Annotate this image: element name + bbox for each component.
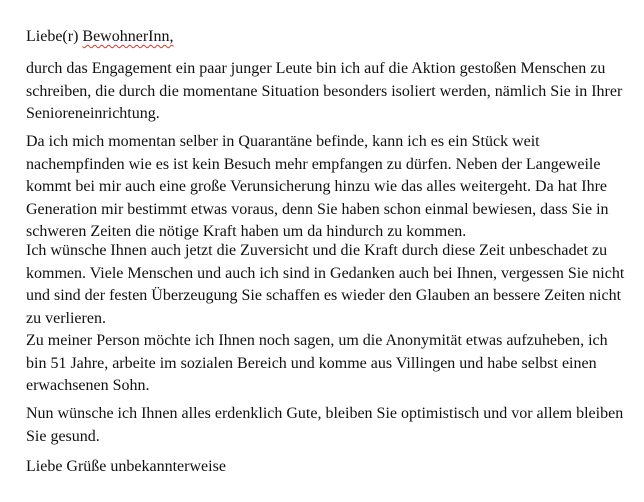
paragraph-line: bin 51 Jahre, arbeite im sozialen Bereich und komme aus Villingen und habe selbst einen (26, 354, 597, 372)
closing-line: Liebe Grüße unbekannterweise (26, 458, 226, 475)
paragraph-line: Sie gesund. (26, 427, 100, 445)
paragraph-line: Ich wünsche Ihnen auch jetzt die Zuversicht und die Kraft durch diese Zeit unbeschadet zu (26, 242, 608, 259)
paragraph-1 (26, 58, 626, 126)
paragraph-line: Zu meiner Person möchte ich Ihnen noch sagen, um die Anonymität etwas aufzuheben, ich (26, 332, 608, 349)
paragraph-2 (26, 131, 626, 244)
paragraph-line: Nun wünsche ich Ihnen alles erdenklich Gute, bleiben Sie optimistisch und vor allem bleiben (26, 405, 624, 422)
paragraph-line: durch das Engagement ein paar junger Leute bin ich auf die Aktion gestoßen Menschen zu (26, 60, 606, 77)
closing (26, 456, 626, 479)
paragraph-line: kommen. Viele Menschen und auch ich sind in Gedanken auch bei Ihnen, vergessen Sie nicht (26, 264, 625, 282)
salutation-prefix: Liebe(r) (26, 28, 83, 45)
paragraph-line: Generation mir bestimmt etwas voraus, denn Sie haben schon einmal bewiesen, dass Sie in (26, 200, 609, 218)
paragraph-5 (26, 403, 626, 448)
paragraph-line: schreiben, die durch die momentane Situation besonders isoliert werden, nämlich Sie in Ihrer (26, 82, 623, 100)
paragraph-line: kommt bei mir auch eine große Verunsicherung hinzu wie das alles weitergeht. Da hat Ihre (26, 178, 607, 195)
paragraph-3 (26, 240, 626, 330)
paragraph-4 (26, 330, 626, 398)
paragraph-line: nachempfinden wie es ist kein Besuch mehr empfangen zu dürfen. Neben der Langeweile (26, 155, 601, 173)
paragraph-line: erwachsenen Sohn. (26, 377, 150, 394)
paragraph-line: Senioreneinrichtung. (26, 105, 160, 122)
salutation (26, 26, 626, 49)
spellcheck-flagged-word: BewohnerInn, (82, 28, 174, 45)
paragraph-line: schweren Zeiten die nötige Kraft haben um da hindurch zu kommen. (26, 223, 467, 240)
paragraph-line: Da ich mich momentan selber in Quarantäne befinde, kann ich es ein Stück weit (26, 133, 540, 150)
paragraph-line: zu verlieren. (26, 309, 106, 327)
paragraph-line: und sind der festen Überzeugung Sie schaffen es wieder den Glauben an bessere Zeiten nicht (26, 287, 622, 304)
